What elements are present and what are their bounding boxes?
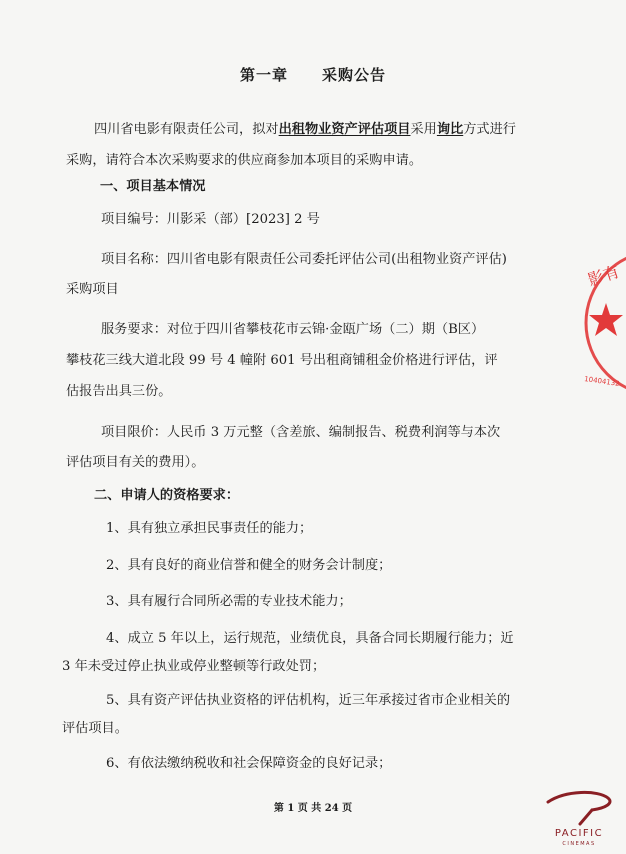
logo-name: PACIFIC <box>554 828 604 839</box>
page-footer: 第 1 页 共 24 页 <box>273 803 353 814</box>
price-limit-line-1: 项目限价：人民币 3 万元整（含差旅、编制报告、税费利润等与本次 <box>101 425 501 440</box>
intro-text-c: 采用 <box>410 122 437 137</box>
section-2-heading: 二、申请人的资格要求： <box>94 488 240 503</box>
method-highlight: 询比 <box>436 122 464 137</box>
price-limit-line-2: 评估项目有关的费用）。 <box>66 455 205 470</box>
requirement-4-line-2: 3 年未受过停止执业或停业整顿等行政处罚； <box>62 659 326 674</box>
chapter-label: 第一章 <box>239 66 288 84</box>
page-title <box>0 64 626 85</box>
requirement-5-line-2: 评估项目。 <box>62 721 128 736</box>
service-line-1: 服务要求：对位于四川省攀枝花市云锦·金瓯广场（二）期（B区） <box>101 322 485 337</box>
service-line-3: 估报告出具三份。 <box>66 384 172 399</box>
requirement-4-line-1: 4、成立 5 年以上，运行规范，业绩优良，具备合同长期履行能力；近 <box>106 631 514 646</box>
svg-text:10404132: 10404132 <box>583 375 621 388</box>
project-highlight: 出租物业资产评估项目 <box>278 122 411 137</box>
svg-text:影有: 影有 <box>585 261 622 290</box>
project-name-line-1: 项目名称：四川省电影有限责任公司委托评估公司(出租物业资产评估) <box>101 252 507 267</box>
requirement-3: 3、具有履行合同所必需的专业技术能力； <box>106 594 352 609</box>
intro-text-e: 方式进行 <box>463 122 516 137</box>
section-1-heading: 一、项目基本情况 <box>100 179 206 194</box>
requirement-2: 2、具有良好的商业信誉和健全的财务会计制度； <box>106 558 392 573</box>
project-number: 项目编号：川影采（部）[2023] 2 号 <box>101 212 320 227</box>
service-line-2: 攀枝花三线大道北段 99 号 4 幢附 601 号出租商铺租金价格进行评估，评 <box>66 353 498 368</box>
intro-text-a: 四川省电影有限责任公司，拟对 <box>94 122 279 137</box>
requirement-1: 1、具有独立承担民事责任的能力； <box>106 521 313 536</box>
official-seal <box>578 248 626 398</box>
logo-subtitle: CINEMAS <box>562 841 596 847</box>
project-name-line-2: 采购项目 <box>66 282 119 297</box>
requirement-5-line-1: 5、具有资产评估执业资格的评估机构，近三年承接过省市企业相关的 <box>106 693 511 708</box>
intro-line-1 <box>94 121 516 139</box>
requirement-6: 6、有依法缴纳税收和社会保障资金的良好记录； <box>106 756 392 771</box>
announcement-title: 采购公告 <box>322 66 387 84</box>
intro-line-2: 采购，请符合本次采购要求的供应商参加本项目的采购申请。 <box>66 153 423 168</box>
